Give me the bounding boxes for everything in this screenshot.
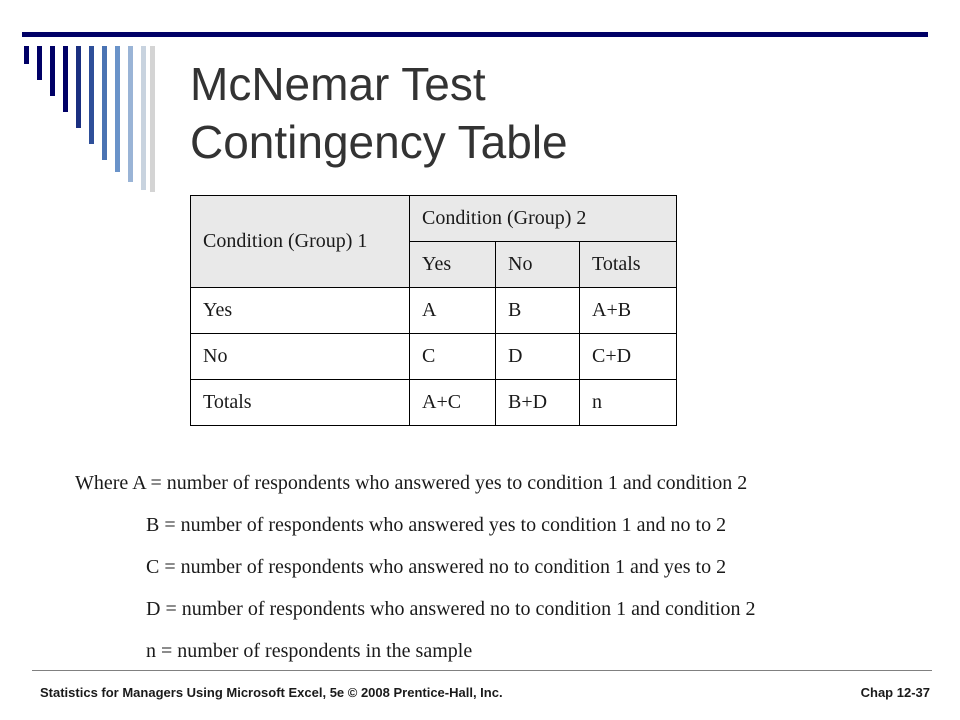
row-label: Totals [191, 380, 410, 426]
definition-c: C = number of respondents who answered no to condition 1 and yes to 2 [146, 556, 727, 578]
row-group-header: Condition (Group) 1 [191, 196, 410, 288]
table-header-row [191, 196, 677, 242]
definition-d: D = number of respondents who answered no to condition 1 and condition 2 [146, 598, 756, 620]
row-label: No [191, 334, 410, 380]
table-cell: B [496, 288, 580, 334]
table-cell: C [410, 334, 496, 380]
table-cell: B+D [496, 380, 580, 426]
table-cell: A+B [580, 288, 677, 334]
column-group-header: Condition (Group) 2 [410, 196, 677, 242]
table-cell: A [410, 288, 496, 334]
column-header-totals: Totals [580, 242, 677, 288]
table-row [191, 288, 677, 334]
table-cell: A+C [410, 380, 496, 426]
contingency-table [190, 195, 677, 426]
table-cell: n [580, 380, 677, 426]
decorative-stripes [0, 0, 160, 200]
table-cell: D [496, 334, 580, 380]
column-header-yes: Yes [410, 242, 496, 288]
table-cell: C+D [580, 334, 677, 380]
table-row [191, 334, 677, 380]
row-label: Yes [191, 288, 410, 334]
title-rule [22, 32, 928, 37]
definition-b: B = number of respondents who answered yes to condition 1 and no to 2 [146, 514, 727, 536]
definition-a: Where A = number of respondents who answered yes to condition 1 and condition 2 [75, 472, 748, 494]
table-row [191, 380, 677, 426]
footer-page-number: Chap 12-37 [860, 685, 930, 700]
footer-rule [32, 670, 932, 671]
slide-title [190, 55, 568, 171]
definitions-block [75, 462, 756, 672]
footer-citation: Statistics for Managers Using Microsoft Excel, 5e © 2008 Prentice-Hall, Inc. [40, 685, 503, 700]
column-header-no: No [496, 242, 580, 288]
definition-n: n = number of respondents in the sample [146, 640, 473, 662]
title-line-1: McNemar Test [190, 58, 486, 110]
title-line-2: Contingency Table [190, 116, 568, 168]
